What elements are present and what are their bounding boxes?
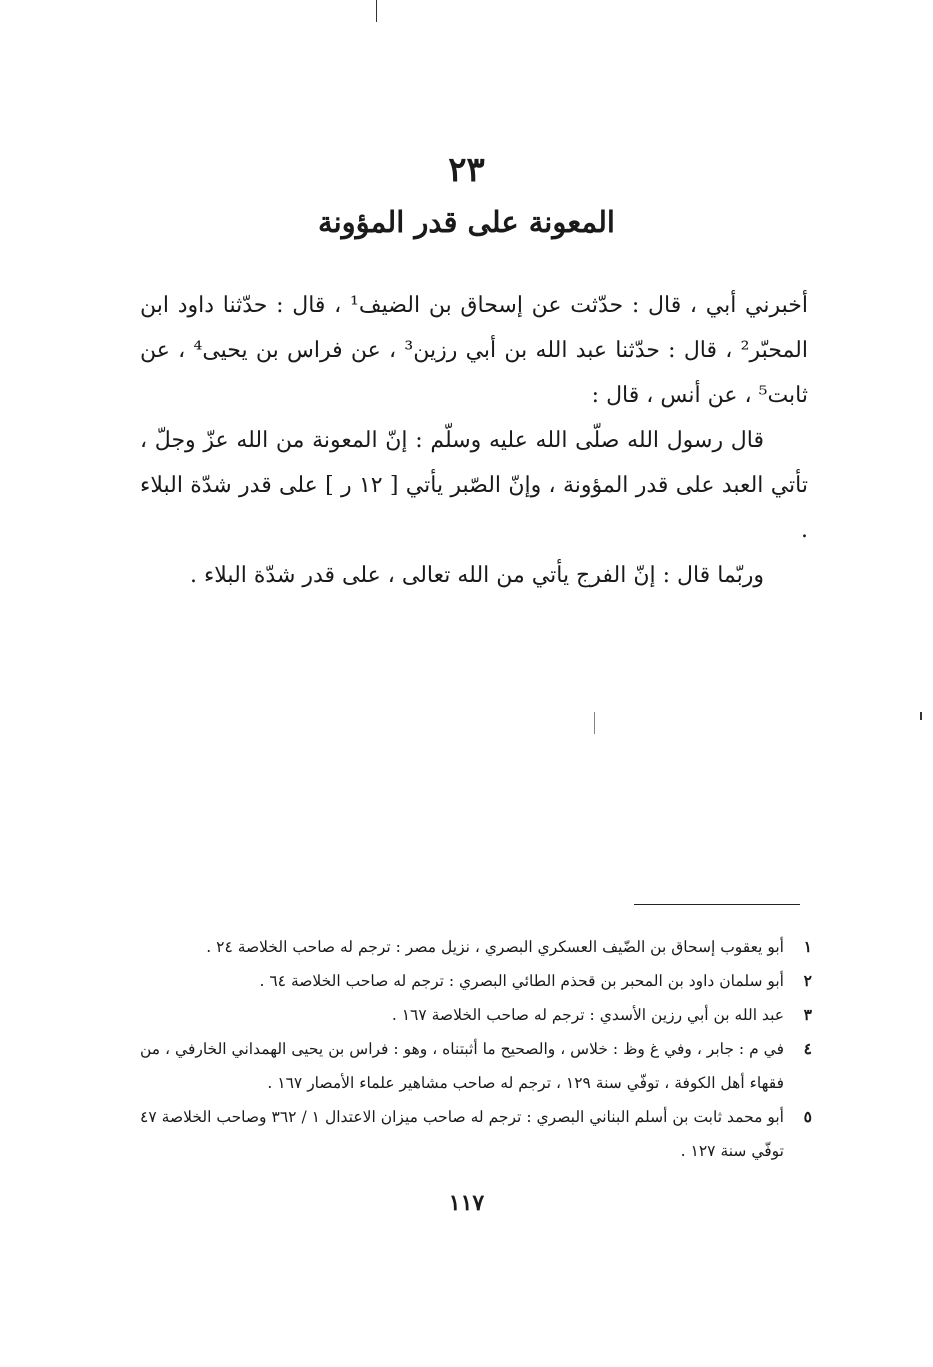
footnote-text: أبو يعقوب إسحاق بن الضّيف العسكري البصري ، نزيل مصر : ترجم له صاحب الخلاصة ٢٤ . (206, 938, 784, 956)
footnote-text: في م : جابر ، وفي غ وظ : خلاس ، والصحيح ما أثبتناه ، وهو : فراس بن يحيى الهمداني الخارفي ، من فقهاء أهل الكوفة ، توفّي سنة ١٢٩ ، ترجم له صاحب مشاهير علماء الأمصار ١٦٧ . (140, 1040, 784, 1092)
footnote-number: ٥ (803, 1107, 812, 1126)
footnotes (140, 930, 812, 1168)
footnote (140, 1100, 812, 1168)
paragraph-variant: وربّما قال : إنّ الفرج يأتي من الله تعالى ، على قدر شدّة البلاء . (189, 563, 764, 588)
footnote-text: أبو محمد ثابت بن أسلم البناني البصري : ترجم له صاحب ميزان الاعتدال ١ / ٣٦٢ وصاحب الخلاصة ٤٧ توفّي سنة ١٢٧ . (140, 1108, 784, 1160)
paragraph-isnad: أخبرني أبي ، قال : حدّثت عن إسحاق بن الضيف¹ ، قال : حدّثنا داود ابن المحبّر² ، قال : حدّثنا عبد الله بن أبي رزين³ ، عن فراس بن يحيى⁴ ، عن ثابت⁵ ، عن أنس ، قال : (140, 293, 808, 408)
footnote-number: ١ (803, 937, 812, 956)
chapter-title: المعونة على قدر المؤونة (318, 205, 615, 239)
footnote (140, 964, 812, 998)
paragraph-hadith: قال رسول الله صلّى الله عليه وسلّم : إنّ المعونة من الله عزّ وجلّ ، تأتي العبد على قدر المؤونة ، وإنّ الصّبر يأتي [ ١٢ ر ] على قدر شدّة البلاء . (140, 428, 808, 543)
chapter-number: ٢٣ (448, 150, 485, 190)
footnote-number: ٤ (803, 1039, 812, 1058)
footnote (140, 998, 812, 1032)
footnote-text: عبد الله بن أبي رزين الأسدي : ترجم له صاحب الخلاصة ١٦٧ . (391, 1006, 784, 1024)
body-text (140, 283, 808, 598)
footnote-number: ٣ (803, 1005, 812, 1024)
scan-artifact (376, 0, 377, 22)
page-number: ١١٧ (448, 1190, 485, 1216)
footnote (140, 930, 812, 964)
scan-artifact (594, 712, 595, 734)
footnote (140, 1032, 812, 1100)
scan-artifact (920, 712, 922, 720)
footnote-text: أبو سلمان داود بن المحبر بن قحذم الطائي البصري : ترجم له صاحب الخلاصة ٦٤ . (259, 972, 784, 990)
footnote-number: ٢ (803, 971, 812, 990)
footnote-divider (634, 904, 800, 905)
